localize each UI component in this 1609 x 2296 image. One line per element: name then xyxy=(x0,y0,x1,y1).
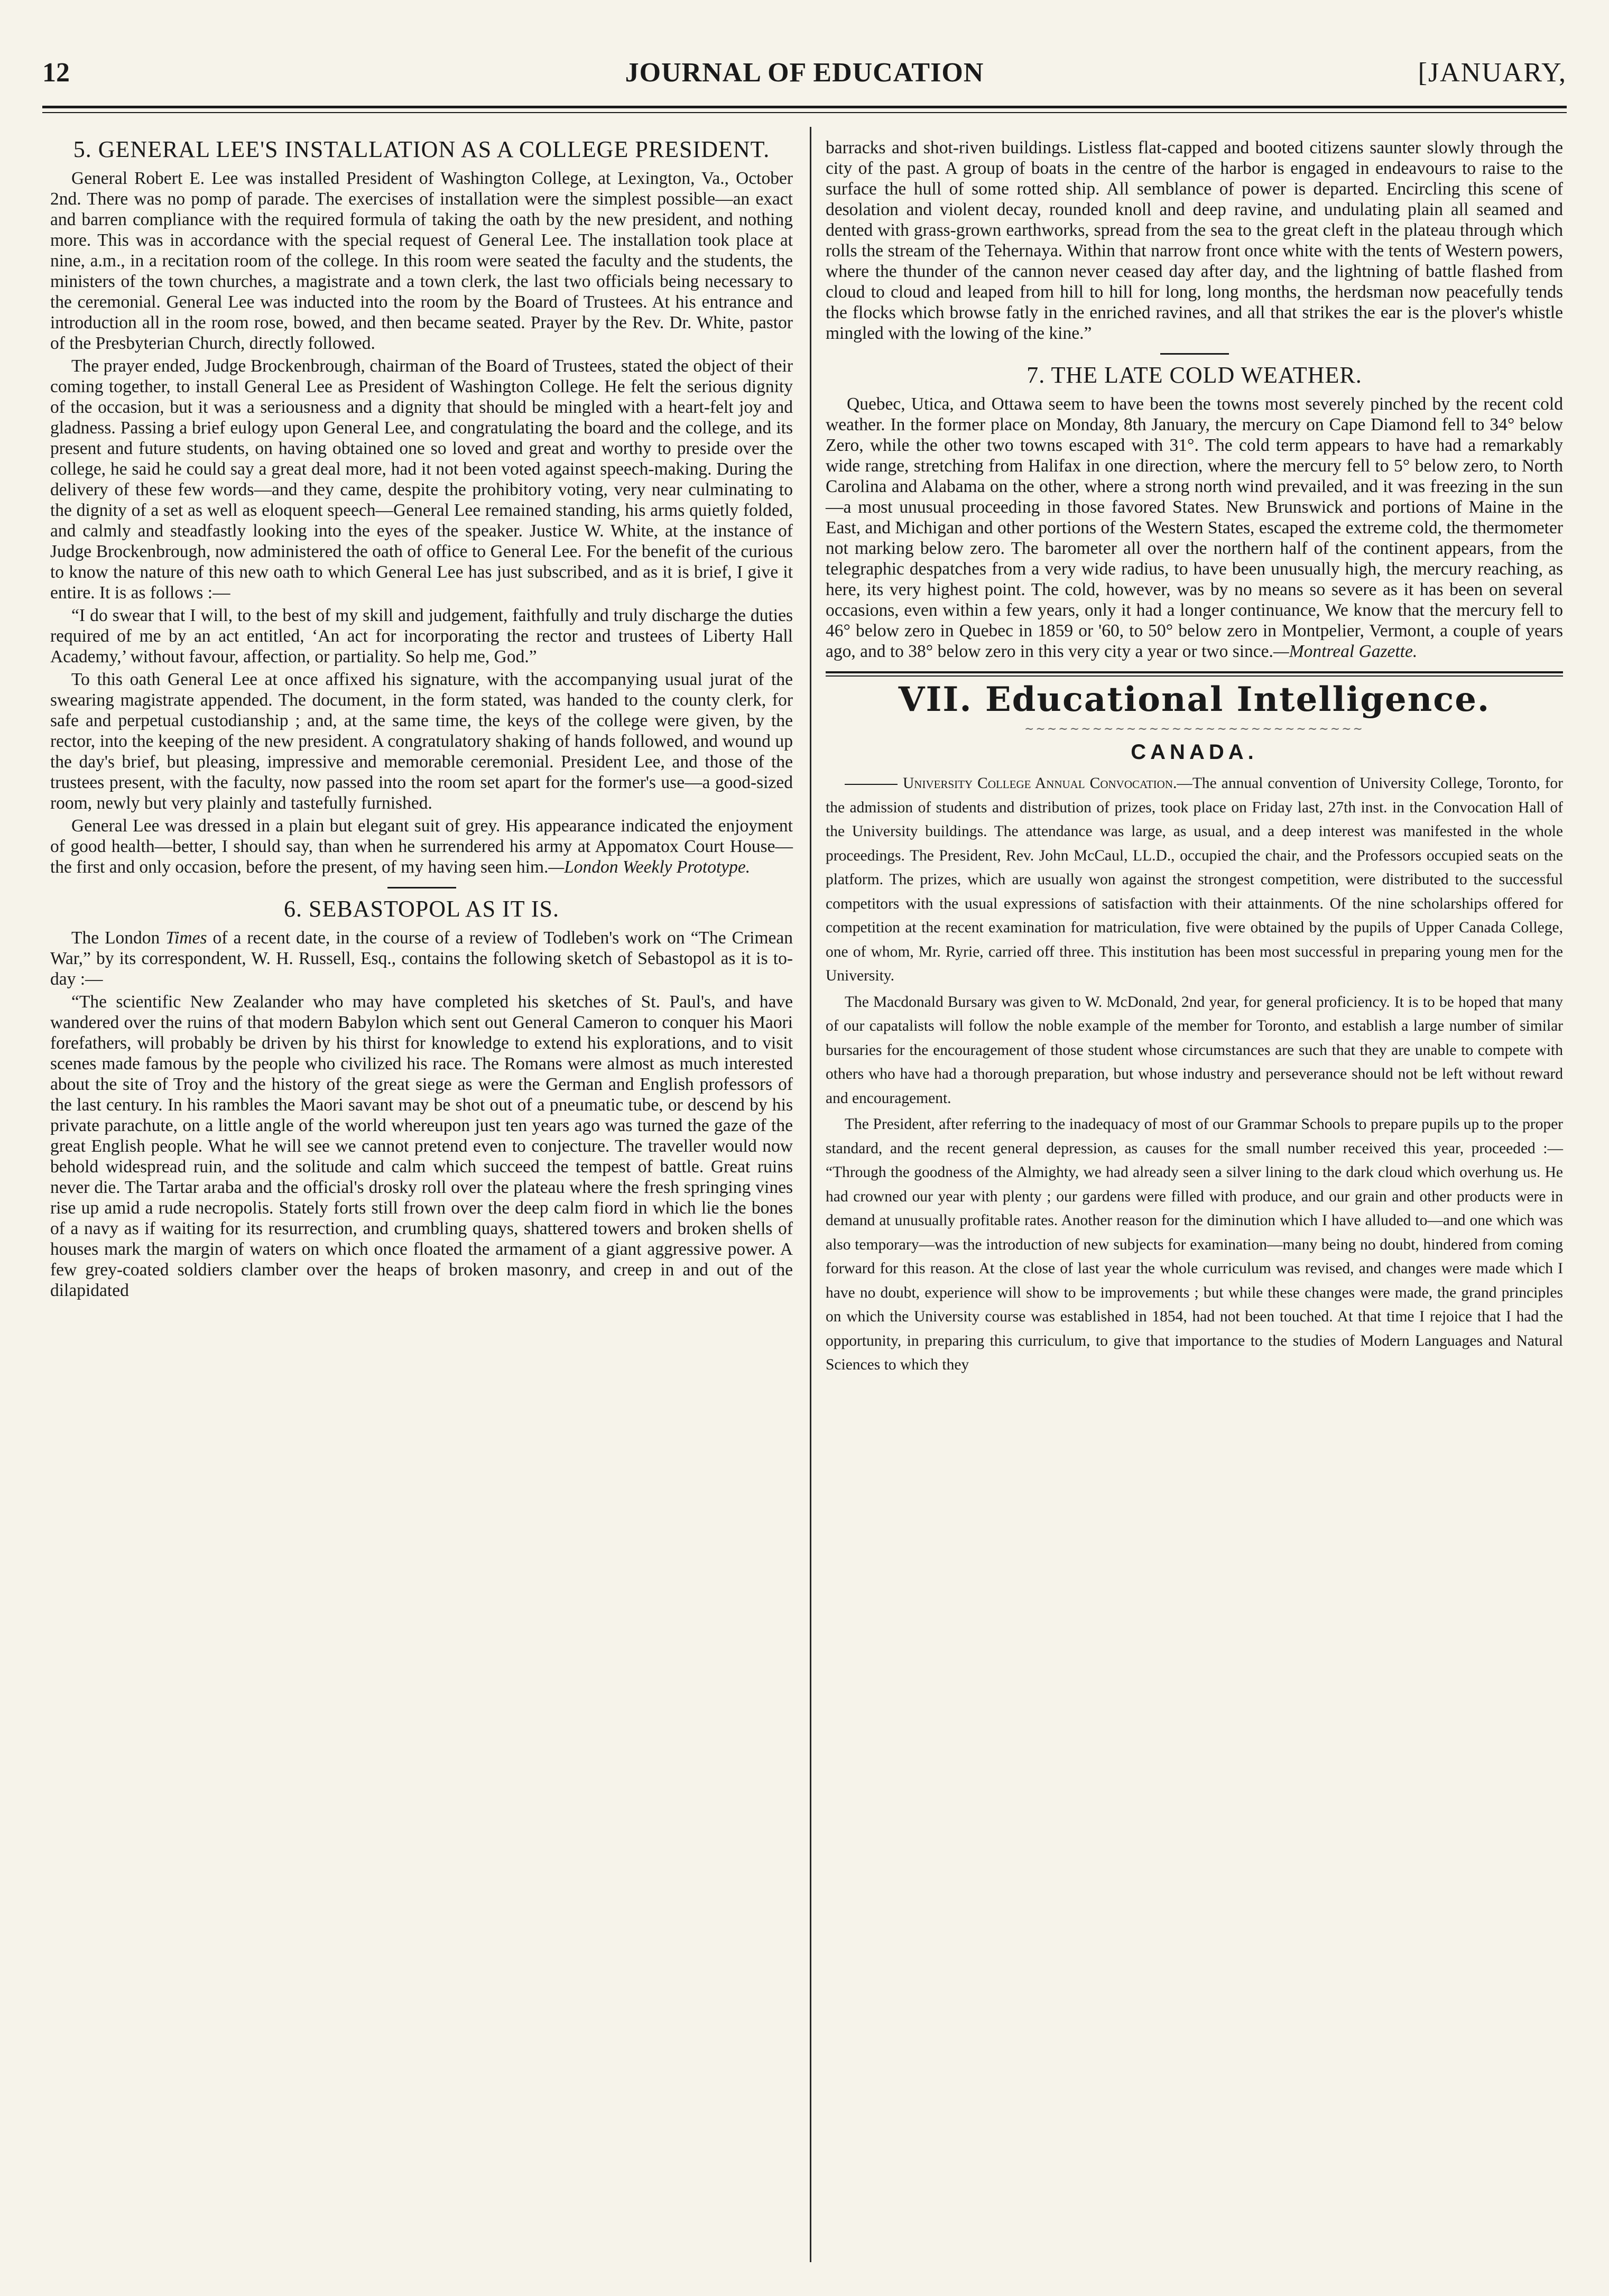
left-column xyxy=(50,137,793,1303)
intro-text-b: of a recent date, in the course of a review of Todleben's work on “The Crimean War,” by its correspondent, W. H. Russell, Esq., contains the following sketch of Sebastopol as it is to-day :— xyxy=(50,928,793,989)
lee-paragraph: To this oath General Lee at once affixed his signature, with the accompanying usual jurat of the swearing magistrate appended. The document, in the form stated, was handed to the county clerk, for safe and perpetual custodianship ; and, at the same time, the keys of the college were given, by the rector, into the keeping of the new president. A congratulatory shaking of hands followed, and wound up the day's brief, but pleasing, impressive and memorable ceremonial. President Lee, and those of the trustees present, with the faculty, now passed into the room set apart for the former's use—a good-sized room, newly but very plainly and tastefully furnished. xyxy=(50,670,793,813)
right-column xyxy=(826,137,1563,1380)
section-rule-thin xyxy=(826,675,1563,677)
educational-intelligence-block xyxy=(826,671,1563,1377)
lee-last-text: General Lee was dressed in a plain but elegant suit of grey. His appearance indicated the enjoyment of good health—better, I should say, than when he surrendered his army at Appomatox Court House—the first and only occasion, before the present, of my having seen him. xyxy=(50,816,793,877)
bursary-paragraph: The Macdonald Bursary was given to W. McDonald, 2nd year, for general proficiency. It is to be hoped that many of our capatalists will follow the noble example of the member for Toronto, and establish a large number of similar bursaries for the encouragement of those student whose circumstances are such that they are unable to compete with others who have had a thorough preparation, but whose industry and perseverance should not be left without reward and encouragement. xyxy=(826,993,1563,1107)
convocation-heading: University College Annual Convocation. xyxy=(903,775,1177,792)
intelligence-body xyxy=(826,772,1563,1377)
running-head xyxy=(42,57,1567,94)
convocation-text: —The annual convention of University College, Toronto, for the admission of students and distribution of prizes, took place on Friday last, 27th inst. in the Convocation Hall of the University buildings. The attendance was large, as usual, and a deep interest was manifested in the whole proceedings. The President, Rev. John McCaul, LL.D., occupied the chair, and the Professors occupied seats on the platform. The prizes, which are usually won against the strongest competition, were distributed to the successful competitors with the usual expressions of satisfaction with their attainments. Of the nine scholarships offered for competition at the recent examination for matriculation, five were obtained by the pupils of Upper Canada College, one of whom, Mr. Ryrie, carried off three. This institution has been most successful in preparing young men for the University. xyxy=(826,775,1564,984)
issue-month: [JANUARY, xyxy=(1418,58,1567,88)
section-separator xyxy=(387,887,456,888)
convocation-paragraph xyxy=(826,772,1563,988)
section-title-lee: 5. GENERAL LEE'S INSTALLATION AS A COLLEGE PRESIDENT. xyxy=(73,136,770,162)
sebastopol-quote: “The scientific New Zealander who may have completed his sketches of St. Paul's, and have wandered over the ruins of that modern Babylon which sent out General Cameron to conquer his Maori forefathers, will probably be driven by his thirst for knowledge to extend his explorations, and to visit scenes made famous by the people who civilized his race. The Romans were almost as much interested about the site of Troy and the history of the great siege as were the German and English professors of the last century. In his rambles the Maori savant may be shot out of a pneumatic tube, or descend by his private parachute, on a little angle of the world whereupon just ten years ago was turned the gaze of the great English people. What he will see we cannot pretend even to conjecture. The traveller would now behold widespread ruin, and the solitude and calm which succeed the tempest of battle. Great ruins never die. The Tartar araba and the official's drosky roll over the plateau where the fresh springing vines rise up amid a rude necropolis. Stately forts still frown over the deep calm fiord in which lie the bones of a navy as if waiting for its resurrection, and crumbling quays, shattered towers and broken shells of houses mark the margin of waters on which once floated the armament of a giant aggressive power. A few grey-coated soldiers clamber over the heaps of broken masonry, and creep in and out of the dilapidated xyxy=(50,992,793,1300)
column-divider xyxy=(810,127,811,2262)
ornament-divider: ∼∼∼∼∼∼∼∼∼∼∼∼∼∼∼∼∼∼∼∼∼∼∼∼∼∼∼∼∼∼ xyxy=(1024,722,1364,735)
sebastopol-quote-cont: barracks and shot-riven buildings. Listless flat-capped and booted citizens saunter slowly through the city of the past. A group of boats in the centre of the harbor is engaged in endeavours to raise to the surface the hull of some rotted ship. All semblance of power is departed. Encircling this scene of desolation and violent decay, rounded knoll and deep ravine, and undulating plain all seamed and dented with grass-grown earthworks, spread from the sea to the great cleft in the plateau through which rolls the stream of the Tehernaya. Within that narrow front once white with the tents of Western powers, where the thunder of the cannon never ceased day after day, and the lightning of battle flashed from cloud to cloud and leaped from hill to hill for long, long months, the herdsman now peacefully tends the flocks which browse fatly in the enriched ravines, and all that strikes the ear is the plover's whistle mingled with the lowing of the kine.” xyxy=(826,138,1563,343)
section-title-intelligence: VII. Educational Intelligence. xyxy=(898,680,1491,719)
section-title-weather: 7. THE LATE COLD WEATHER. xyxy=(1027,362,1362,388)
sebastopol-intro xyxy=(50,928,793,989)
weather-source: —Montreal Gazette. xyxy=(1273,642,1418,661)
page-number: 12 xyxy=(42,58,70,88)
lee-paragraph: General Robert E. Lee was installed President of Washington College, at Lexington, Va., October 2nd. There was no pomp of parade. The exercises of installation were the simplest possible—an exact and barren compliance with the required formula of taking the oath by the new president, and nothing more. This was in accordance with the special request of General Lee. The installation took place at nine, a.m., in a recitation room of the college. In this room were seated the faculty and the students, the ministers of the town churches, a magistrate and a town clerk, the last two officials being necessary to the ceremonial. General Lee was inducted into the room by the Board of Trustees. At his entrance and introduction all in the room rose, bowed, and then became seated. Prayer by the Rev. Dr. White, pastor of the Presbyterian Church, directly followed. xyxy=(50,169,793,353)
lee-paragraph xyxy=(50,816,793,877)
lee-source: —London Weekly Prototype. xyxy=(548,857,751,877)
president-paragraph: The President, after referring to the inadequacy of most of our Grammar Schools to prepare pupils up to the proper standard, and the recent general depression, as causes for the small number received this year, proceeded :— “Through the goodness of the Almighty, we had already seen a silver lining to the dark cloud which overhung us. He had crowned our year with plenty ; our gardens were filled with produce, and our grain and other products were in demand at unusually profitable rates. Another reason for the diminution which I have alluded to—and one which was also temporary—was the introduction of new subjects for examination—many being no doubt, hindered from coming forward for this reason. At the close of last year the whole curriculum was revised, and changes were made which I have no doubt, experience will show to be improvements ; but while these changes were made, the grand principles on which the University course was established in 1854, had not been touched. At that time I rejoice that I had the opportunity, in preparing this curriculum, to give that importance to the studies of Modern Languages and Natural Sciences to which they xyxy=(826,1116,1563,1373)
country-heading: CANADA. xyxy=(1131,740,1258,764)
section-rule xyxy=(826,671,1563,673)
section-separator xyxy=(1160,353,1229,355)
section-title-sebastopol: 6. SEBASTOPOL AS IT IS. xyxy=(284,896,559,922)
weather-text: Quebec, Utica, and Ottawa seem to have been the towns most severely pinched by the recent cold weather. In the former place on Monday, 8th January, the mercury on Cape Diamond fell to 34° below Zero, while the other two towns escaped with 31°. The cold term appears to have had a remarkably wide range, stretching from Halifax in one direction, where the mercury fell to 5° below zero, to North Carolina and Alabama on the other, where a strong north wind prevailed, and it was freezing in the sun—a most unusual proceeding in those favored States. New Brunswick and portions of Maine in the East, and Michigan and other portions of the Western States, escaped the extreme cold, the thermometer not marking below zero. The barometer all over the northern half of the continent appears, from the telegraphic despatches from a very wide radius, to have been unusually high, the mercury reaching, as here, its very highest point. The cold, however, was by no means so severe as it has been on several occasions, even within a few years, only it had a longer continuance, We know that the mercury fell to 46° below zero in Quebec in 1859 or '60, to 50° below zero in Montpelier, Vermont, a couple of years ago, and to 38° below zero in this very city a year or two since. xyxy=(826,394,1563,661)
journal-title: JOURNAL OF EDUCATION xyxy=(625,58,984,88)
header-rule-thin xyxy=(42,112,1567,113)
lee-paragraph: The prayer ended, Judge Brockenbrough, chairman of the Board of Trustees, stated the object of their coming together, to install General Lee as President of Washington College. He felt the serious dignity of the occasion, but it was a seriousness and a dignity that should be mingled with a heart-felt joy and gladness. Passing a brief eulogy upon General Lee, and congratulating the board and the college, and its present and future students, on having obtained one so loved and great and worthy to preside over the college, he said he could say a great deal more, had it not been voted against speech-making. During the delivery of these few words—and they came, despite the prohibitory voting, very near culminating to the dignity of a set as well as eloquent speech—General Lee remained standing, his arms quietly folded, and calmly and steadfastly looking into the eyes of the speaker. Justice W. White, at the instance of Judge Brockenbrough, now administered the oath of office to General Lee. For the benefit of the curious to know the nature of this new oath to which General Lee has just subscribed, and as it is brief, I give it entire. It is as follows :— xyxy=(50,356,793,603)
intro-times: Times xyxy=(165,928,207,948)
oath-quote: “I do swear that I will, to the best of my skill and judgement, faithfully and truly discharge the duties required of me by an act entitled, ‘An act for incorporating the rector and trustees of Liberty Hall Academy,’ without favour, affection, or partiality. So help me, God.” xyxy=(50,606,793,666)
weather-paragraph xyxy=(826,394,1563,662)
header-rule xyxy=(42,106,1567,108)
intro-text-a: The London xyxy=(71,928,160,948)
lead-dash xyxy=(845,784,898,785)
